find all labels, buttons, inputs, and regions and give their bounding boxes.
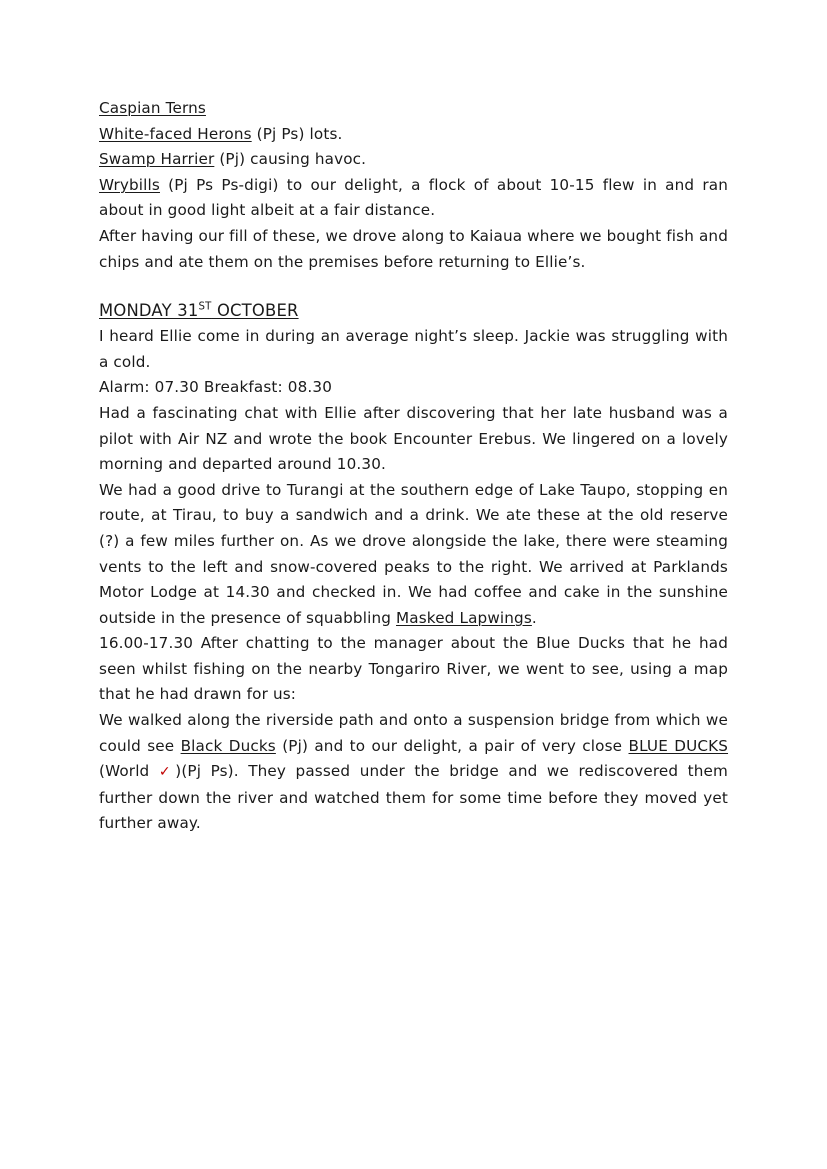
heading-day: MONDAY 31 (99, 301, 199, 321)
riverside-text-part2: (Pj) and to our delight, a pair of very close (275, 736, 629, 755)
species-name-blue-ducks: BLUE DUCKS (628, 736, 729, 755)
paragraph-riverside-walk (99, 708, 728, 837)
check-mark-icon: ✓ (158, 764, 176, 781)
heading-month: OCTOBER (211, 301, 299, 321)
species-line-white-faced-herons (99, 122, 728, 148)
species-note-white-faced-herons: (Pj Ps) lots. (251, 124, 343, 143)
riverside-text-part3: (World (99, 762, 159, 781)
heading-text (99, 301, 299, 320)
document-body (99, 96, 728, 837)
species-name-wrybills: Wrybills (99, 175, 160, 194)
species-name-masked-lapwings: Masked Lapwings (396, 608, 532, 627)
species-name-white-faced-herons: White-faced Herons (99, 124, 252, 143)
species-name-black-ducks: Black Ducks (180, 736, 276, 755)
heading-ordinal-suffix: ST (198, 301, 212, 313)
paragraph-night-sleep: I heard Ellie come in during an average night’s sleep. Jackie was struggling with a cold. (99, 327, 728, 371)
species-name-swamp-harrier: Swamp Harrier (99, 150, 215, 169)
paragraph-blue-ducks-info: 16.00-17.30 After chatting to the manager about the Blue Ducks that he had seen whilst fishing on the nearby Tongariro River, we went to see, using a map that he had drawn for us: (99, 634, 728, 704)
paragraph-drive-text-after: . (531, 608, 537, 627)
paragraph-chat-with-ellie: Had a fascinating chat with Ellie after discovering that her late husband was a pilot with Air NZ and wrote the book Encounter Erebus. We lingered on a lovely morning and departed around 10.30. (99, 403, 728, 474)
species-note-swamp-harrier: (Pj) causing havoc. (214, 150, 367, 169)
paragraph-kaiaua: After having our fill of these, we drove along to Kaiaua where we bought fish and chips and ate them on the premises before returning to Ellie’s. (99, 226, 728, 271)
species-paragraph-wrybills (99, 173, 728, 224)
paragraph-spacer (99, 275, 728, 297)
paragraph-alarm-breakfast: Alarm: 07.30 Breakfast: 08.30 (99, 378, 333, 397)
paragraph-drive-text-before: We had a good drive to Turangi at the southern edge of Lake Taupo, stopping en route, at Tirau, to buy a sandwich and a drink. We ate these at the old reserve (?) a few miles further on. As we drove alongside the lake, there were steaming vents to the left and snow-covered peaks to the right. We arrived at Parklands Motor Lodge at 14.30 and checked in. We had coffee and cake in the sunshine outside in the presence of squabbling (99, 480, 728, 627)
species-line-swamp-harrier (99, 147, 728, 173)
riverside-text-part1: We walked along the riverside path and onto a suspension bridge from which we could see (99, 711, 728, 755)
section-heading-monday-31-october (99, 297, 728, 324)
riverside-text-part4: )(Pj Ps). They passed under the bridge and we rediscovered them further down the river and watched them for some time before they moved yet further away. (99, 762, 728, 833)
paragraph-drive-to-turangi (99, 478, 728, 632)
species-line-caspian-terns (99, 96, 728, 122)
species-name-caspian-terns: Caspian Terns (99, 99, 206, 117)
species-note-wrybills: (Pj Ps Ps-digi) to our delight, a flock of about 10-15 flew in and ran about in good light albeit at a fair distance. (99, 175, 728, 220)
